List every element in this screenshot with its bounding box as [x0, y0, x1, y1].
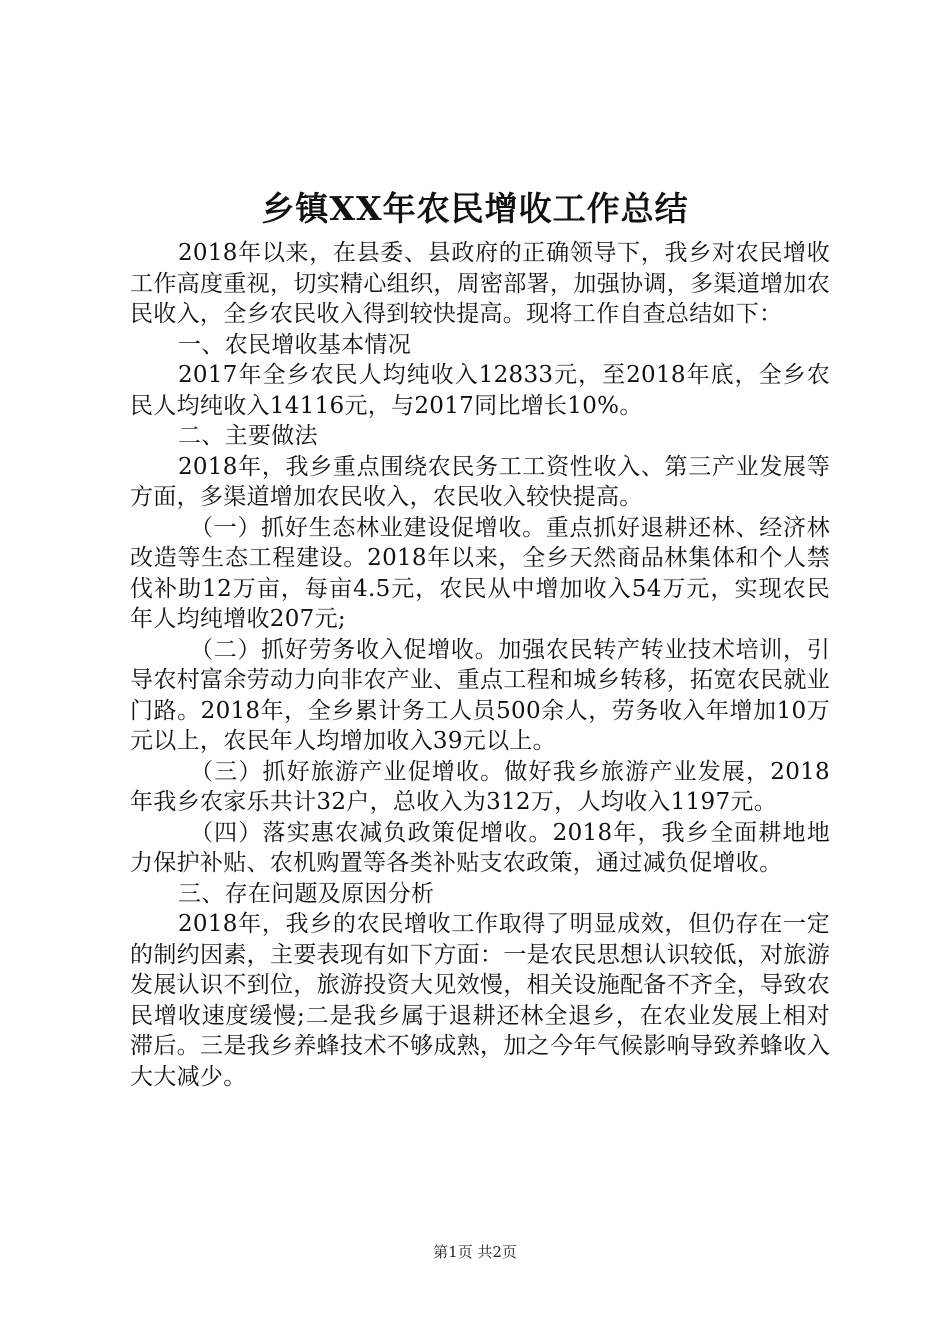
page-title: 乡镇XX年农民增收工作总结	[261, 189, 689, 228]
section-heading-basic-situation: 一、农民增收基本情况	[178, 331, 411, 358]
paragraph-measures-overview: 2018年，我乡重点围绕农民务工工资性收入、第三产业发展等方面，多渠道增加农民收入，农民收入较快提高。	[130, 453, 830, 510]
paragraph-measure-labor: （二）抓好劳务收入促增收。加强农民转产转业技术培训，引导农村富余劳动力向非农产业、重点工程和城乡转移，拓宽农民就业门路。2018年，全乡累计务工人员500余人，劳务收入年增加10万元以上，农民年人均增加收入39元以上。	[130, 636, 830, 754]
paragraph-measure-forestry: （一）抓好生态林业建设促增收。重点抓好退耕还林、经济林改造等生态工程建设。2018年以来，全乡天然商品林集体和个人禁伐补助12万亩，每亩4.5元，农民从中增加收入54万元，实现农民年人均纯增收207元;	[130, 514, 830, 632]
paragraph-income-stats: 2017年全乡农民人均纯收入12833元，至2018年底，全乡农民人均纯收入14116元，与2017同比增长10%。	[130, 362, 830, 419]
section-heading-problems: 三、存在问题及原因分析	[178, 880, 435, 907]
page-footer: 第1页 共2页	[433, 1243, 517, 1261]
paragraph-measure-subsidy: （四）落实惠农减负政策促增收。2018年，我乡全面耕地地力保护补贴、农机购置等各类补贴支农政策，通过减负促增收。	[130, 819, 830, 876]
paragraph-problems: 2018年，我乡的农民增收工作取得了明显成效，但仍存在一定的制约因素，主要表现有如下方面：一是农民思想认识较低，对旅游发展认识不到位，旅游投资大见效慢，相关设施配备不齐全，导致农民增收速度缓慢;二是我乡属于退耕还林全退乡，在农业发展上相对滞后。三是我乡养蜂技术不够成熟，加之今年气候影响导致养蜂收入大大减少。	[130, 911, 830, 1090]
document-body	[130, 238, 830, 1092]
paragraph-measure-tourism: （三）抓好旅游产业促增收。做好我乡旅游产业发展，2018年我乡农家乐共计32户，总收入为312万，人均收入1197元。	[130, 758, 830, 815]
section-heading-main-measures: 二、主要做法	[178, 423, 318, 449]
paragraph-intro: 2018年以来，在县委、县政府的正确领导下，我乡对农民增收工作高度重视，切实精心组织，周密部署，加强协调，多渠道增加农民收入，全乡农民收入得到较快提高。现将工作自查总结如下：	[130, 240, 830, 327]
